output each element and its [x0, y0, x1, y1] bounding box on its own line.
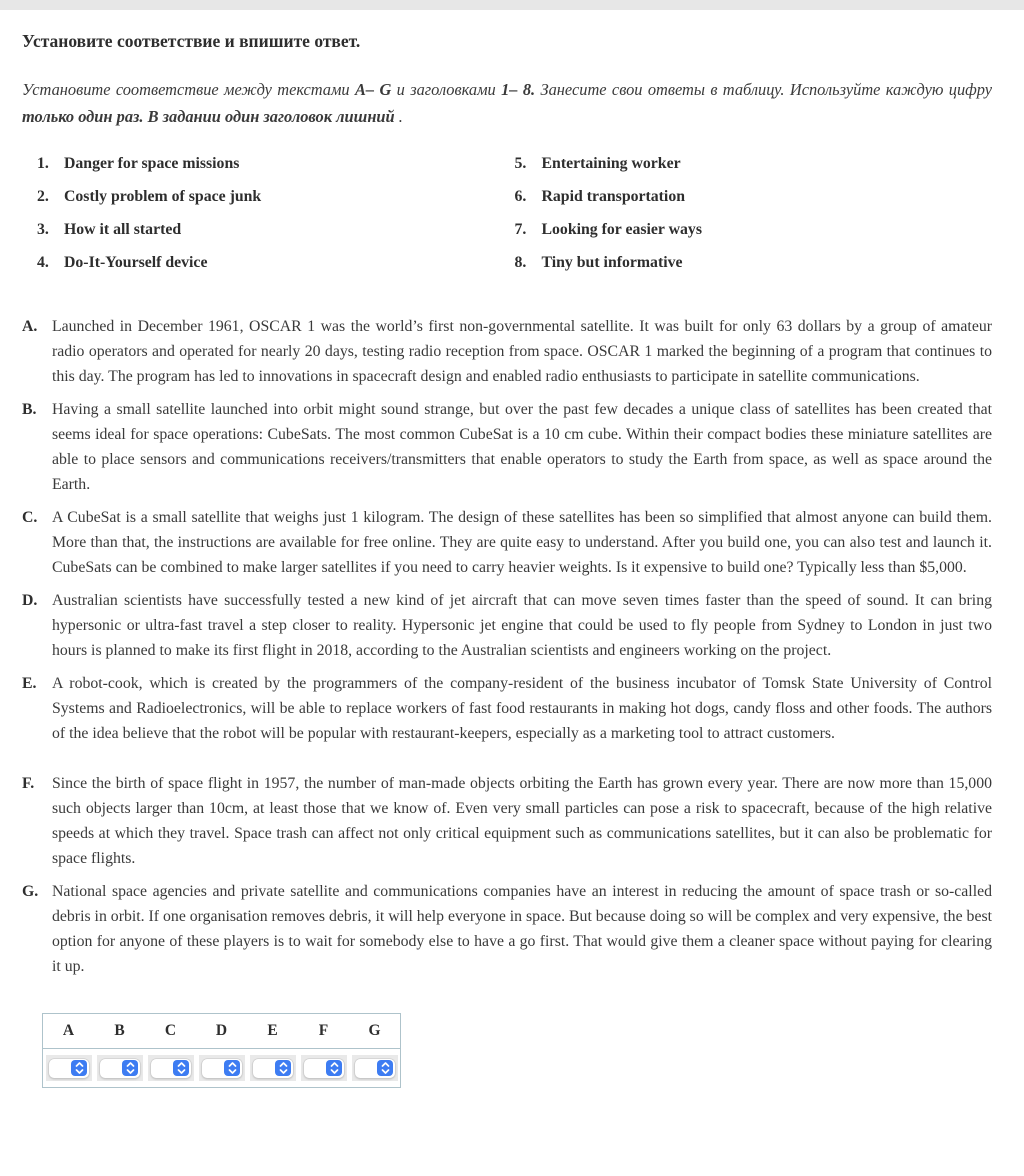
heading-number: 8.	[514, 254, 527, 271]
text-paragraph-g	[22, 879, 992, 979]
top-strip	[0, 0, 1024, 10]
heading-label: Tiny but informative	[541, 254, 683, 271]
instruction-seg-bold: 1– 8.	[501, 80, 536, 99]
page-title: Установите соответствие и впишите ответ.	[22, 31, 361, 51]
heading-label: Do-It-Yourself device	[64, 254, 208, 271]
text-paragraph-a	[22, 314, 992, 389]
instruction-seg: Установите соответствие между текстами	[22, 80, 355, 99]
answer-cell-b	[94, 1055, 145, 1081]
text-paragraph-d	[22, 588, 992, 663]
up-down-chevrons-icon	[122, 1060, 138, 1076]
heading-item-4	[37, 253, 515, 273]
answer-cell-a	[43, 1055, 94, 1081]
paragraph-label: F.	[22, 775, 35, 792]
heading-item-5	[515, 154, 993, 174]
heading-item-1	[37, 154, 515, 174]
headings-column-right	[515, 154, 993, 286]
paragraph-body: National space agencies and private satellite and communications companies have an interest in reducing the amount of space trash or so-called debris in orbit. If one organisation removes debris, it will help everyone in space. But because doing so will be complex and very expensive, the best option for anyone of these players is to wait for somebody else to have a go first. That would give them a cleaner space without paying for clearing it up.	[52, 883, 992, 975]
paragraph-body: A robot-cook, which is created by the programmers of the company-resident of the business incubator of Tomsk State University of Control Systems and Radioelectronics, will be able to replace workers of fast food restaurants in making hot dogs, candy floss and other foods. The authors of the idea believe that the robot will be popular with restaurant-keepers, especially as a marketing tool to attract customers.	[52, 675, 992, 742]
paragraph-body: Australian scientists have successfully tested a new kind of jet aircraft that can move seven times faster than the speed of sound. It can bring hypersonic or ultra-fast travel a step closer to reality. Hypersonic jet engine that could be used to fly people from Sydney to London in just two hours is planned to make its first flight in 2018, according to the Australian scientists and engineers working on the project.	[52, 592, 992, 659]
paragraph-label: E.	[22, 675, 37, 692]
heading-number: 6.	[514, 188, 527, 205]
answer-column-header-g: G	[368, 1022, 381, 1039]
heading-number: 1.	[37, 155, 49, 172]
paragraph-label: G.	[22, 883, 39, 900]
answer-table-body	[43, 1049, 400, 1087]
exercise-page	[0, 10, 1024, 1088]
heading-label: Danger for space missions	[64, 155, 240, 172]
paragraph-label: C.	[22, 509, 38, 526]
heading-label: How it all started	[64, 221, 182, 238]
answer-table	[42, 1013, 401, 1088]
answer-column-header-b: B	[114, 1022, 125, 1039]
paragraph-body: Since the birth of space flight in 1957, the number of man-made objects orbiting the Earth has grown every year. There are now more than 15,000 such objects larger than 10cm, at least those that we know of. Even very small particles can pose a risk to spacecraft, because of the high relative speeds at which they travel. Space trash can affect not only critical equipment such as communications satellites, but it can also be problematic for space flights.	[52, 775, 992, 867]
answer-column-header-e: E	[267, 1022, 278, 1039]
answer-select-c[interactable]	[148, 1055, 194, 1081]
answer-table-header	[43, 1014, 400, 1049]
answer-select-a[interactable]	[46, 1055, 92, 1081]
answer-select-f[interactable]	[301, 1055, 347, 1081]
text-paragraph-b	[22, 397, 992, 497]
headings-column-left	[37, 154, 515, 286]
paragraph-body: A CubeSat is a small satellite that weighs just 1 kilogram. The design of these satellites has been so simplified that almost anyone can build them. More than that, the instructions are available for free online. They are quite easy to understand. After you build one, you can also test and launch it. CubeSats can be combined to make larger satellites if you need to carry heavier weights. Is it expensive to build one? Typically less than $5,000.	[52, 509, 992, 576]
heading-item-8	[515, 253, 993, 273]
up-down-chevrons-icon	[71, 1060, 87, 1076]
answer-cell-e	[247, 1055, 298, 1081]
up-down-chevrons-icon	[275, 1060, 291, 1076]
paragraph-label: D.	[22, 592, 38, 609]
heading-label: Looking for easier ways	[541, 221, 702, 238]
answer-select-d[interactable]	[199, 1055, 245, 1081]
paragraph-body: Launched in December 1961, OSCAR 1 was the world’s first non-governmental satellite. It was built for only 63 dollars by a group of amateur radio operators and operated for nearly 20 days, testing radio reception from space. OSCAR 1 marked the beginning of a program that continues to this day. The program has led to innovations in spacecraft design and enabled radio enthusiasts to participate in satellite communications.	[52, 318, 992, 385]
heading-item-6	[515, 187, 993, 207]
heading-item-2	[37, 187, 515, 207]
instruction-seg: и заголовками	[391, 80, 502, 99]
heading-number: 4.	[37, 254, 49, 271]
answer-cell-d	[196, 1055, 247, 1081]
instruction-seg-bold: только один раз. В задании один заголовок лишний	[22, 107, 395, 126]
up-down-chevrons-icon	[326, 1060, 342, 1076]
heading-item-3	[37, 220, 515, 240]
headings-list	[37, 154, 992, 286]
paragraph-label: A.	[22, 318, 38, 335]
text-paragraph-c	[22, 505, 992, 580]
answer-cell-f	[298, 1055, 349, 1081]
answer-column-header-a: A	[62, 1022, 75, 1039]
answer-select-b[interactable]	[97, 1055, 143, 1081]
answer-select-e[interactable]	[250, 1055, 296, 1081]
up-down-chevrons-icon	[173, 1060, 189, 1076]
answer-column-header-c: C	[164, 1022, 177, 1039]
answer-select-g[interactable]	[352, 1055, 398, 1081]
text-paragraph-e	[22, 671, 992, 746]
heading-number: 5.	[514, 155, 527, 172]
paragraph-body: Having a small satellite launched into orbit might sound strange, but over the past few decades a unique class of satellites has been created that seems ideal for space operations: CubeSats. The most common CubeSat is a 10 cm cube. Within their compact bodies these miniature satellites are able to place sensors and communications receivers/transmitters that enable operators to study the Earth from space, as well as space around the Earth.	[52, 401, 992, 493]
up-down-chevrons-icon	[224, 1060, 240, 1076]
instruction-text	[22, 76, 992, 130]
instruction-seg: Занесите свои ответы в таблицу. Используйте каждую цифру	[535, 80, 993, 99]
text-paragraph-f	[22, 771, 992, 871]
instruction-seg: .	[394, 107, 403, 126]
answer-column-header-f: F	[318, 1022, 329, 1039]
answer-cell-c	[145, 1055, 196, 1081]
up-down-chevrons-icon	[377, 1060, 393, 1076]
answer-column-header-d: D	[215, 1022, 228, 1039]
heading-number: 3.	[37, 221, 49, 238]
paragraph-label: B.	[22, 401, 37, 418]
instruction-seg-bold: A– G	[354, 80, 392, 99]
heading-label: Costly problem of space junk	[64, 188, 262, 205]
heading-label: Rapid transportation	[541, 188, 686, 205]
answer-cell-g	[349, 1055, 400, 1081]
heading-number: 7.	[514, 221, 527, 238]
heading-item-7	[515, 220, 993, 240]
heading-label: Entertaining worker	[541, 155, 681, 172]
heading-number: 2.	[37, 188, 49, 205]
